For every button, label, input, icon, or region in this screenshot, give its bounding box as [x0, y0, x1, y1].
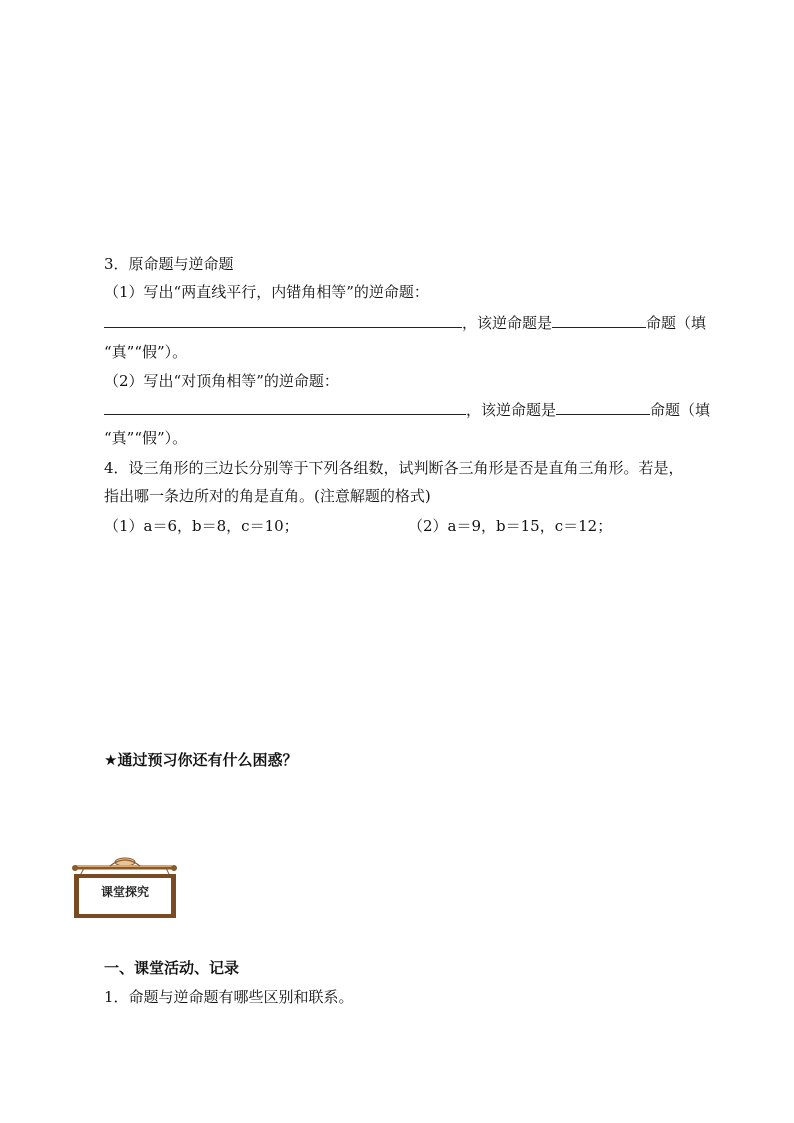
confusion-prompt: ★通过预习你还有什么困惑？ [104, 751, 298, 769]
q4-line2: 指出哪一条边所对的角是直角。(注意解题的格式) [104, 487, 431, 505]
q3-part1-tail: 命题（填 [646, 314, 707, 332]
q4-item1: （1）a＝6，b＝8，c＝10； [104, 517, 299, 535]
q4-line1: 4．设三角形的三边长分别等于下列各组数，试判断各三角形是否是直角三角形。若是， [104, 459, 684, 477]
q3-part2-prompt: （2）写出“对顶角相等”的逆命题： [104, 372, 339, 390]
q3-part2-answer-line [104, 399, 710, 420]
q3-title: 3．原命题与逆命题 [104, 255, 234, 273]
section1-q1: 1．命题与逆命题有哪些区别和联系。 [104, 988, 354, 1006]
answer-blank[interactable] [104, 312, 462, 328]
q3-part1-answer-line [104, 312, 706, 333]
q3-part2-tail: 命题（填 [650, 401, 711, 419]
answer-blank[interactable] [104, 399, 466, 415]
q3-part1-mid: ，该逆命题是 [462, 314, 553, 332]
classroom-inquiry-badge [70, 852, 180, 922]
q4-item2: （2）a＝9，b＝15，c＝12； [408, 517, 613, 535]
truth-blank[interactable] [556, 399, 650, 415]
section1-title: 一、课堂活动、记录 [104, 959, 240, 977]
q3-part1-prompt: （1）写出“两直线平行，内错角相等”的逆命题： [104, 283, 429, 301]
q3-part2-mid: ，该逆命题是 [466, 401, 557, 419]
q3-part2-cont: “真”“假”）。 [104, 429, 188, 447]
q3-part1-cont: “真”“假”）。 [104, 343, 188, 361]
badge-label: 课堂探究 [100, 885, 149, 899]
truth-blank[interactable] [552, 312, 646, 328]
